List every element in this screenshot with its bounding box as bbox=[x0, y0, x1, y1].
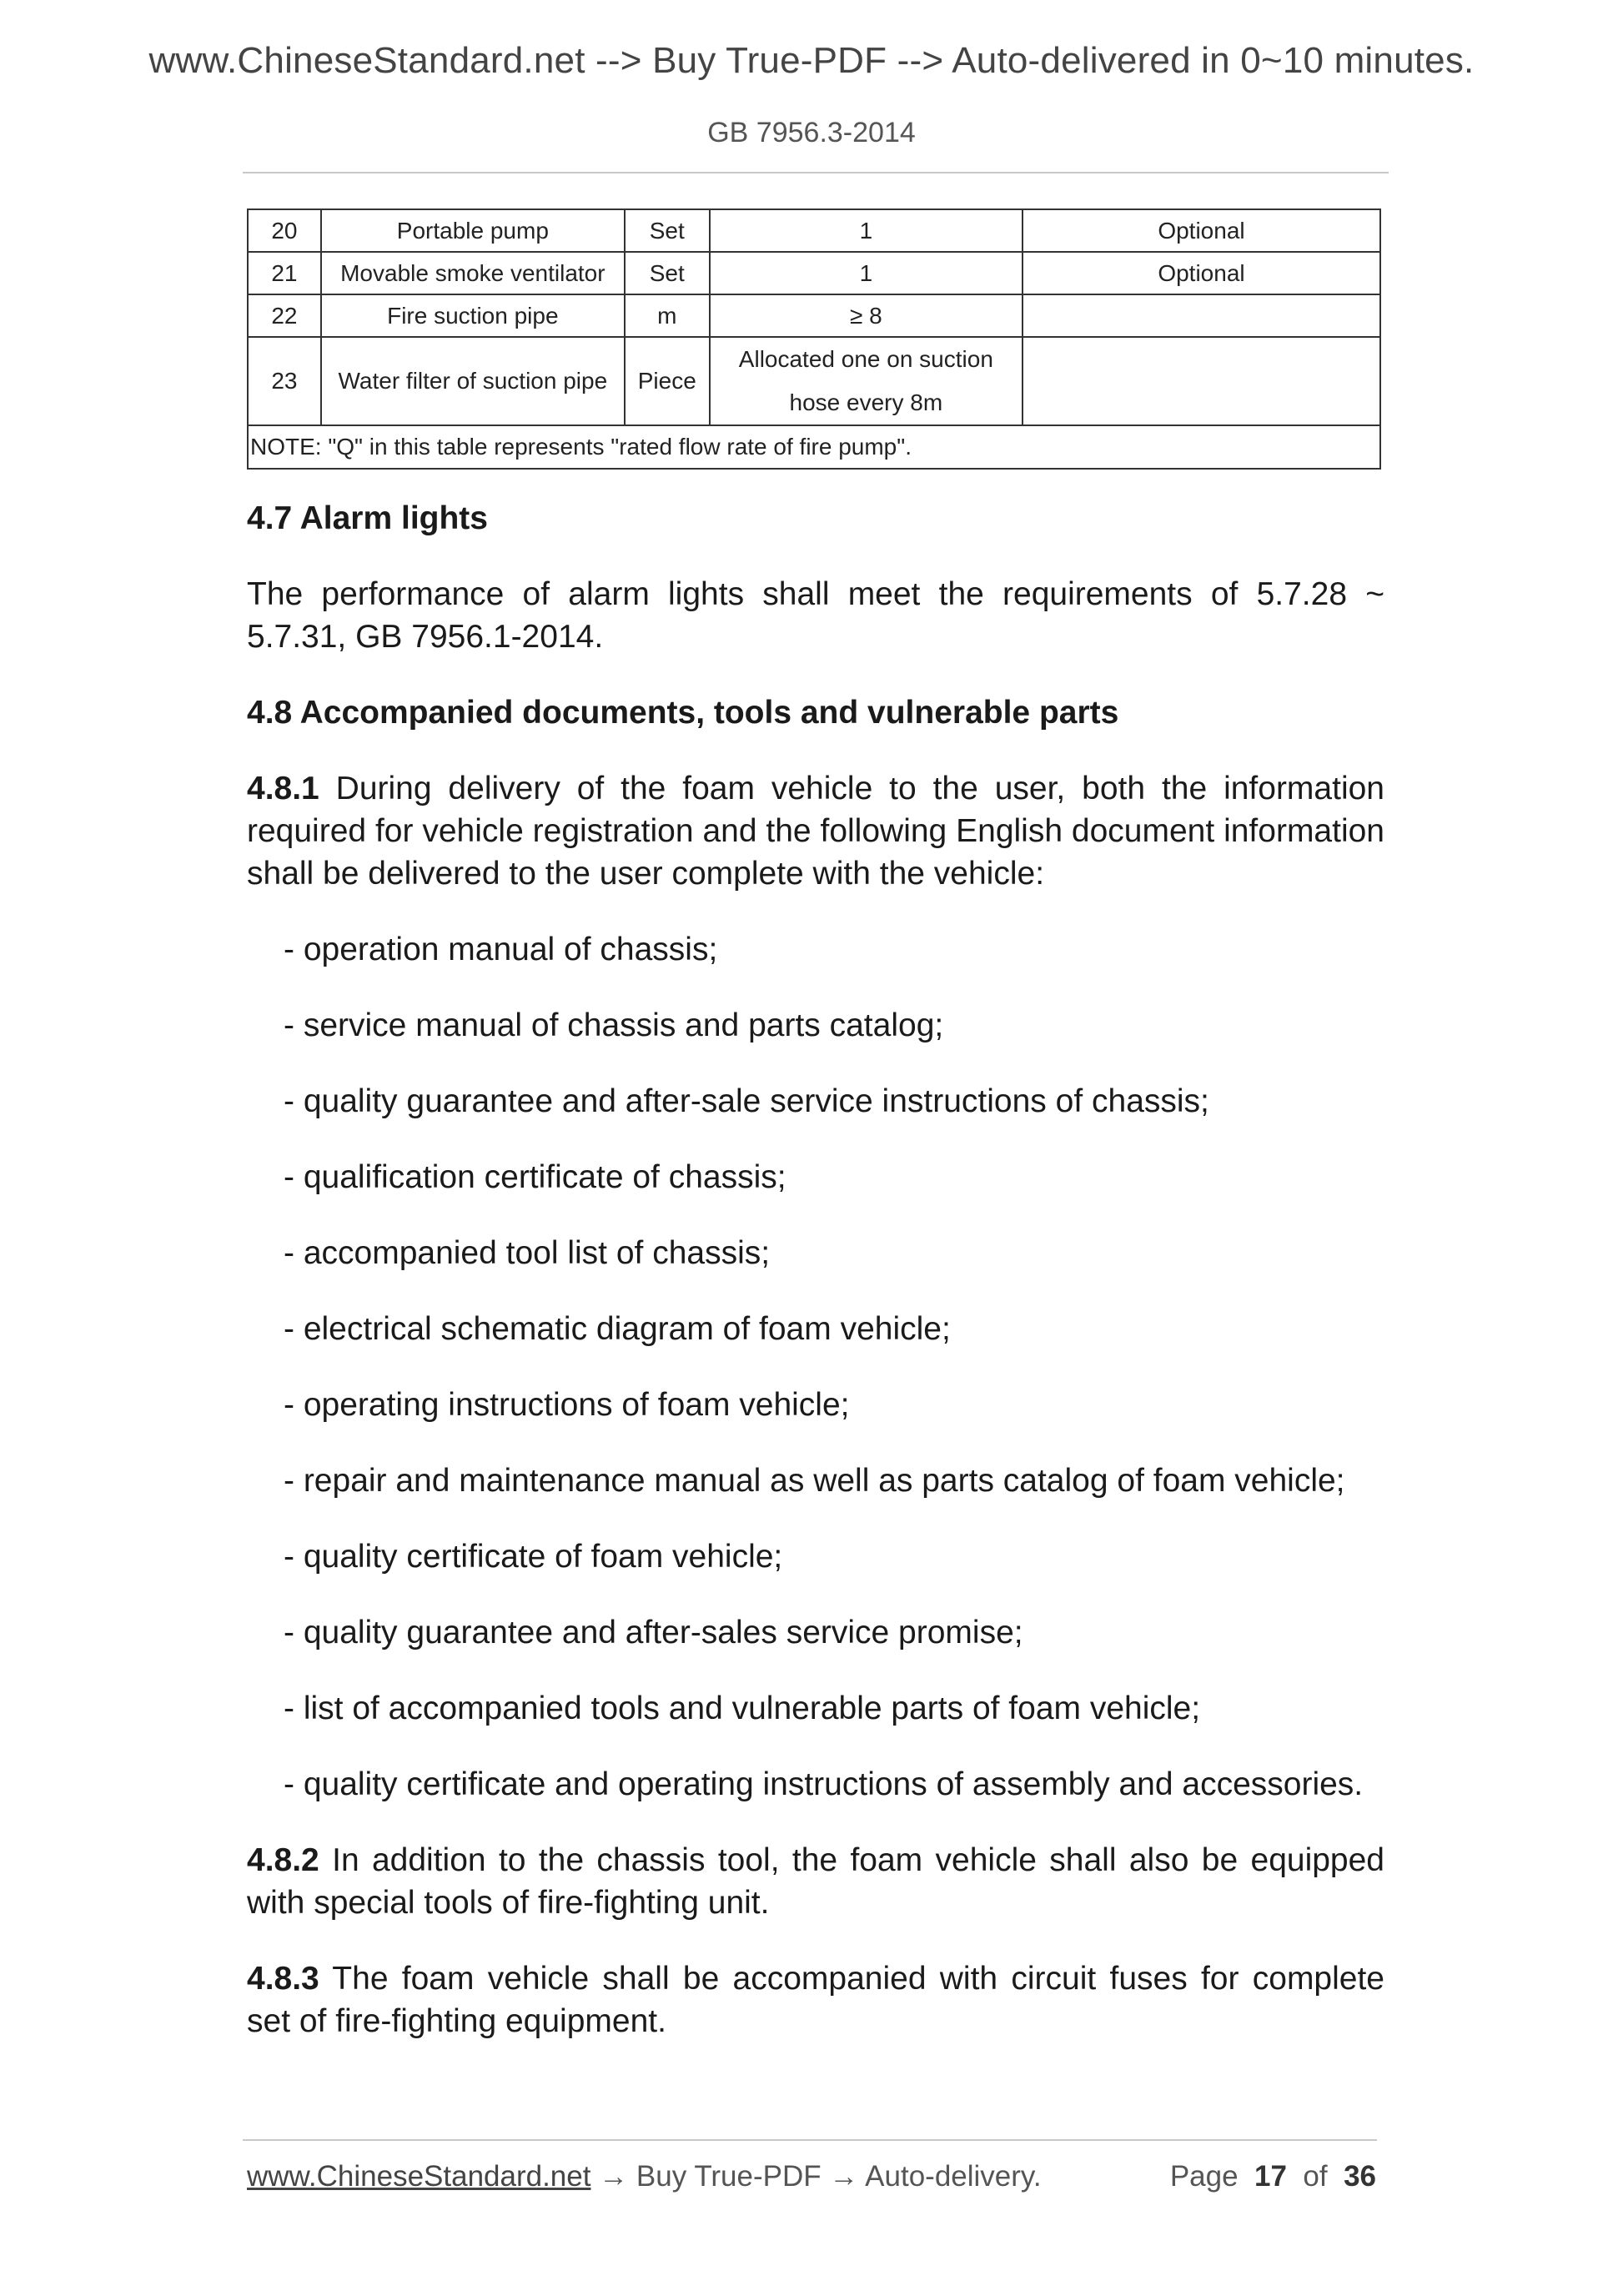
table-row bbox=[248, 252, 1380, 294]
clause-text: The foam vehicle shall be accompanied with circuit fuses for complete set of fire-fighting equipment. bbox=[247, 1961, 1384, 2039]
paragraph-4-7: The performance of alarm lights shall meet the requirements of 5.7.28 ~ 5.7.31, GB 7956.1-2014. bbox=[247, 576, 1384, 655]
main-content bbox=[247, 497, 1384, 2076]
footer-divider bbox=[243, 2139, 1377, 2141]
table-note: NOTE: "Q" in this table represents "rated flow rate of fire pump". bbox=[248, 425, 1380, 469]
page-indicator bbox=[1170, 2160, 1376, 2193]
item-quantity bbox=[710, 337, 1023, 425]
table-note-row bbox=[248, 425, 1380, 469]
item-unit: m bbox=[625, 294, 710, 337]
item-quantity: 1 bbox=[710, 252, 1023, 294]
list-item: - repair and maintenance manual as well as parts catalog of foam vehicle; bbox=[284, 1463, 1345, 1499]
list-item: - accompanied tool list of chassis; bbox=[284, 1235, 771, 1271]
list-item: - operation manual of chassis; bbox=[284, 932, 718, 967]
item-quantity: 1 bbox=[710, 209, 1023, 252]
list-item: - electrical schematic diagram of foam vehicle; bbox=[284, 1311, 951, 1347]
footer-tagline: → Buy True-PDF → Auto-delivery. bbox=[590, 2160, 1042, 2193]
paragraph-4-8-2 bbox=[247, 1839, 1384, 1924]
header-banner: www.ChineseStandard.net --> Buy True-PDF --> Auto-delivered in 0~10 minutes. bbox=[148, 40, 1475, 81]
clause-text: In addition to the chassis tool, the foam vehicle shall also be equipped with special tools of fire-fighting unit. bbox=[247, 1842, 1384, 1921]
item-quantity-line1: Allocated one on suction bbox=[738, 346, 993, 372]
list-item: - quality certificate and operating instructions of assembly and accessories. bbox=[284, 1766, 1364, 1802]
list-item: - qualification certificate of chassis; bbox=[284, 1159, 786, 1195]
item-name: Fire suction pipe bbox=[321, 294, 625, 337]
item-name: Water filter of suction pipe bbox=[321, 337, 625, 425]
clause-number: 4.8.3 bbox=[247, 1961, 319, 1997]
section-heading-4-7: 4.7 Alarm lights bbox=[247, 500, 488, 536]
clause-text: During delivery of the foam vehicle to the user, both the information required for vehicle registration and the following English document information shall be delivered to the user complete with the vehicle: bbox=[247, 771, 1384, 892]
document-list bbox=[284, 928, 1384, 1806]
item-remark bbox=[1023, 337, 1380, 425]
item-unit: Set bbox=[625, 209, 710, 252]
row-number: 22 bbox=[248, 294, 321, 337]
item-remark: Optional bbox=[1023, 209, 1380, 252]
of-label: of bbox=[1303, 2160, 1328, 2193]
item-remark bbox=[1023, 294, 1380, 337]
page-total: 36 bbox=[1344, 2160, 1376, 2193]
paragraph-4-8-1 bbox=[247, 767, 1384, 895]
item-unit: Set bbox=[625, 252, 710, 294]
paragraph-4-8-3 bbox=[247, 1957, 1384, 2042]
clause-number: 4.8.2 bbox=[247, 1842, 319, 1878]
row-number: 20 bbox=[248, 209, 321, 252]
item-quantity-line2: hose every 8m bbox=[789, 389, 943, 415]
list-item: - list of accompanied tools and vulnerable parts of foam vehicle; bbox=[284, 1691, 1201, 1726]
list-item: - operating instructions of foam vehicle; bbox=[284, 1387, 850, 1423]
item-name: Portable pump bbox=[321, 209, 625, 252]
item-quantity: ≥ 8 bbox=[710, 294, 1023, 337]
item-remark: Optional bbox=[1023, 252, 1380, 294]
list-item: - quality guarantee and after-sale service instructions of chassis; bbox=[284, 1083, 1209, 1119]
table-row bbox=[248, 294, 1380, 337]
table-row bbox=[248, 337, 1380, 425]
row-number: 21 bbox=[248, 252, 321, 294]
clause-number: 4.8.1 bbox=[247, 771, 319, 806]
list-item: - quality guarantee and after-sales service promise; bbox=[284, 1615, 1023, 1650]
item-unit: Piece bbox=[625, 337, 710, 425]
section-heading-4-8: 4.8 Accompanied documents, tools and vulnerable parts bbox=[247, 695, 1119, 731]
footer-link[interactable]: www.ChineseStandard.net bbox=[247, 2160, 591, 2193]
equipment-table bbox=[247, 208, 1381, 470]
document-id: GB 7956.3-2014 bbox=[707, 117, 916, 148]
row-number: 23 bbox=[248, 337, 321, 425]
page-footer bbox=[247, 2160, 1376, 2193]
header-divider bbox=[243, 172, 1389, 173]
table-row bbox=[248, 209, 1380, 252]
page-label: Page bbox=[1169, 2160, 1239, 2193]
list-item: - service manual of chassis and parts catalog; bbox=[284, 1007, 944, 1043]
list-item: - quality certificate of foam vehicle; bbox=[284, 1539, 783, 1575]
page-number: 17 bbox=[1254, 2160, 1287, 2193]
item-name: Movable smoke ventilator bbox=[321, 252, 625, 294]
